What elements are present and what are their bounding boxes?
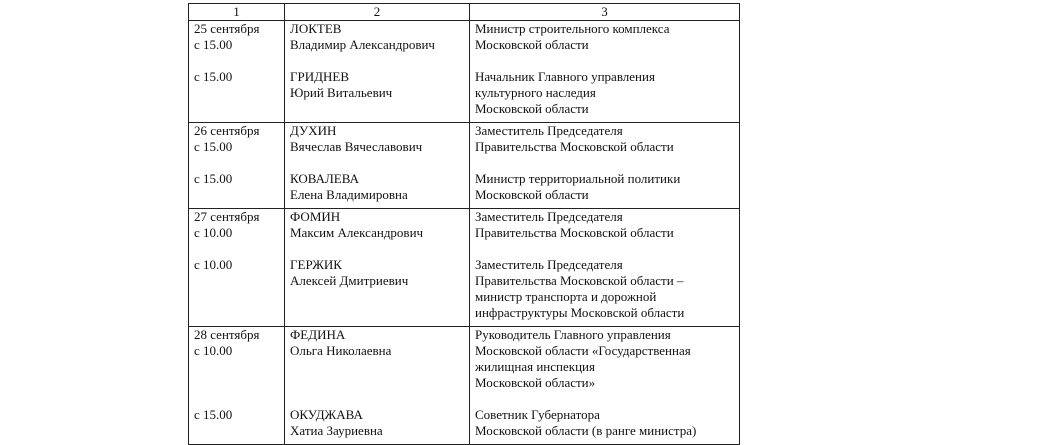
position-line: Заместитель Председателя bbox=[475, 123, 623, 138]
table-row bbox=[189, 123, 740, 209]
date-label: 28 сентября bbox=[194, 327, 260, 342]
time-label: с 10.00 bbox=[194, 343, 233, 358]
date-cell bbox=[189, 209, 285, 327]
entry-position-block bbox=[475, 257, 734, 321]
entry-time-block bbox=[194, 407, 279, 439]
date-cell bbox=[189, 123, 285, 209]
entry-time-block bbox=[194, 69, 279, 117]
column-header: 1 bbox=[189, 4, 285, 21]
position-line: Московской области» bbox=[475, 375, 596, 390]
table-row bbox=[189, 21, 740, 123]
position-line: жилищная инспекция bbox=[475, 359, 595, 374]
surname: ЛОКТЕВ bbox=[290, 21, 342, 36]
surname: ФЕДИНА bbox=[290, 327, 346, 342]
person-cell bbox=[285, 327, 470, 445]
entry-person-block bbox=[290, 69, 464, 117]
spacer bbox=[194, 241, 279, 257]
time-label: с 15.00 bbox=[194, 69, 233, 84]
given-name: Вячеслав Вячеславович bbox=[290, 139, 423, 154]
surname: ОКУДЖАВА bbox=[290, 407, 363, 422]
position-cell bbox=[470, 21, 740, 123]
entry-position-block bbox=[475, 21, 734, 53]
surname: ГРИДНЕВ bbox=[290, 69, 350, 84]
position-cell bbox=[470, 209, 740, 327]
given-name: Владимир Александрович bbox=[290, 37, 435, 52]
spacer bbox=[194, 53, 279, 69]
entry-time-block bbox=[194, 257, 279, 321]
time-label: с 10.00 bbox=[194, 257, 233, 272]
given-name: Максим Александрович bbox=[290, 225, 424, 240]
table-row bbox=[189, 327, 740, 445]
surname: ДУХИН bbox=[290, 123, 337, 138]
entry-position-block bbox=[475, 123, 734, 155]
column-header: 2 bbox=[285, 4, 470, 21]
position-line: министр транспорта и дорожной bbox=[475, 289, 657, 304]
surname: ГЕРЖИК bbox=[290, 257, 342, 272]
position-line: Правительства Московской области – bbox=[475, 273, 684, 288]
person-cell bbox=[285, 123, 470, 209]
time-label: с 15.00 bbox=[194, 171, 233, 186]
table-row bbox=[189, 209, 740, 327]
spacer bbox=[290, 391, 464, 407]
position-line: Начальник Главного управления bbox=[475, 69, 655, 84]
surname: КОВАЛЕВА bbox=[290, 171, 359, 186]
entry-person-block bbox=[290, 407, 464, 439]
spacer bbox=[475, 391, 734, 407]
position-line: Заместитель Председателя bbox=[475, 209, 623, 224]
position-line: Министр территориальной политики bbox=[475, 171, 681, 186]
entry-person-block bbox=[290, 171, 464, 203]
position-line: Советник Губернатора bbox=[475, 407, 600, 422]
given-name: Алексей Дмитриевич bbox=[290, 273, 409, 288]
position-cell bbox=[470, 327, 740, 445]
entry-position-block bbox=[475, 407, 734, 439]
date-label: 25 сентября bbox=[194, 21, 260, 36]
position-line: инфраструктуры Московской области bbox=[475, 305, 685, 320]
position-line: Правительства Московской области bbox=[475, 139, 674, 154]
position-line: Руководитель Главного управления bbox=[475, 327, 671, 342]
position-line: Московской области bbox=[475, 187, 589, 202]
entry-time-block bbox=[194, 123, 279, 155]
header-row bbox=[189, 4, 740, 21]
entry-person-block bbox=[290, 123, 464, 155]
spacer bbox=[290, 53, 464, 69]
entry-position-block bbox=[475, 171, 734, 203]
spacer bbox=[475, 53, 734, 69]
position-line: Правительства Московской области bbox=[475, 225, 674, 240]
position-line: Министр строительного комплекса bbox=[475, 21, 670, 36]
given-name: Ольга Николаевна bbox=[290, 343, 392, 358]
position-cell bbox=[470, 123, 740, 209]
spacer bbox=[194, 155, 279, 171]
spacer bbox=[475, 241, 734, 257]
given-name: Елена Владимировна bbox=[290, 187, 408, 202]
position-line: Заместитель Председателя bbox=[475, 257, 623, 272]
time-label: с 15.00 bbox=[194, 37, 233, 52]
schedule-table bbox=[188, 3, 740, 445]
entry-position-block bbox=[475, 209, 734, 241]
time-label: с 15.00 bbox=[194, 139, 233, 154]
date-label: 26 сентября bbox=[194, 123, 260, 138]
entry-person-block bbox=[290, 21, 464, 53]
date-cell bbox=[189, 21, 285, 123]
entry-time-block bbox=[194, 327, 279, 391]
entry-time-block bbox=[194, 209, 279, 241]
date-label: 27 сентября bbox=[194, 209, 260, 224]
entry-person-block bbox=[290, 327, 464, 391]
spacer bbox=[475, 155, 734, 171]
entry-time-block bbox=[194, 21, 279, 53]
given-name: Юрий Витальевич bbox=[290, 85, 393, 100]
surname: ФОМИН bbox=[290, 209, 341, 224]
entry-person-block bbox=[290, 257, 464, 321]
position-line: культурного наследия bbox=[475, 85, 596, 100]
spacer bbox=[290, 155, 464, 171]
position-line: Московской области «Государственная bbox=[475, 343, 691, 358]
spacer bbox=[194, 391, 279, 407]
entry-position-block bbox=[475, 69, 734, 117]
date-cell bbox=[189, 327, 285, 445]
position-line: Московской области (в ранге министра) bbox=[475, 423, 697, 438]
column-header: 3 bbox=[470, 4, 740, 21]
time-label: с 10.00 bbox=[194, 225, 233, 240]
position-line: Московской области bbox=[475, 37, 589, 52]
given-name: Хатиа Зауриевна bbox=[290, 423, 383, 438]
entry-person-block bbox=[290, 209, 464, 241]
person-cell bbox=[285, 21, 470, 123]
entry-time-block bbox=[194, 171, 279, 203]
entry-position-block bbox=[475, 327, 734, 391]
position-line: Московской области bbox=[475, 101, 589, 116]
time-label: с 15.00 bbox=[194, 407, 233, 422]
person-cell bbox=[285, 209, 470, 327]
spacer bbox=[290, 241, 464, 257]
